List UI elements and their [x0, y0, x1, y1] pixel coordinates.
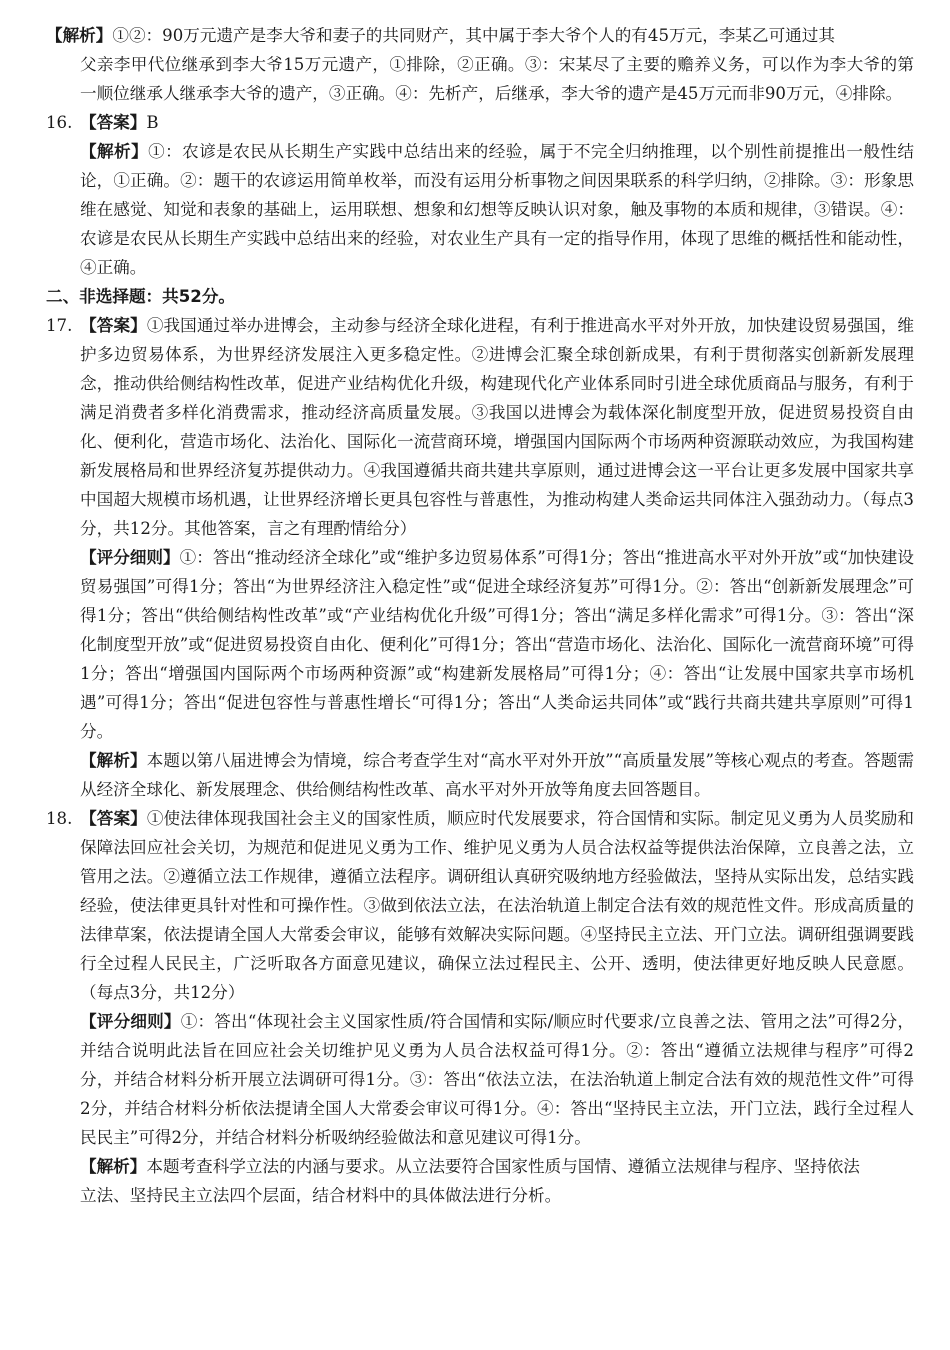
q16-analysis [46, 137, 914, 282]
answer-text: ①使法律体现我国社会主义的国家性质，顺应时代发展要求，符合国情和实际。制定见义勇为人员奖励和保障法回应社会关切，为规范和促进见义勇为工作、维护见义勇为人员合法权益等提供法治保障，立良善之法，立管用之法。②遵循立法工作规律，遵循立法程序。调研组认真研究吸纳地方经验做法，坚持从实际出发，总结实践经验，使法律更具针对性和可操作性。③做到依法立法，在法治轨道上制定合法有效的规范性文件。形成高质量的法律草案，依法提请全国人大常委会审议，能够有效解决实际问题。④坚持民主立法、开门立法。调研组强调要践行全过程人民民主，广泛听取各方面意见建议，确保立法过程民主、公开、透明，使法律更好地反映人民意愿。（每点3分，共12分） [80, 809, 915, 1002]
q15-analysis-continued: 父亲李甲代位继承到李大爷15万元遗产，①排除，②正确。③：宋某尽了主要的赡养义务，可以作为李大爷的第一顺位继承人继承李大爷的遗产，③正确。④：先析产，后继承，李大爷的遗产是45万元而非90万元，④排除。 [80, 55, 914, 103]
analysis-tag: 【解析】 [80, 751, 147, 770]
answer-tag: 【答案】 [80, 113, 147, 132]
answer-page [46, 26, 915, 1205]
answer-text: ①我国通过举办进博会，主动参与经济全球化进程，有利于推进高水平对外开放，加快建设贸易强国，维护多边贸易体系，为世界经济发展注入更多稳定性。②进博会汇聚全球创新成果，有利于贯彻落实创新新发展理念，推动供给侧结构性改革，促进产业结构优化升级，构建现代化产业体系同时引进全球优质商品与服务，有利于满足消费者多样化消费需求，推动经济高质量发展。③我国以进博会为载体深化制度型开放，促进贸易投资自由化、便利化，营造市场化、法治化、国际化一流营商环境，增强国内国际两个市场两种资源联动效应，为我国构建新发展格局和世界经济复苏提供动力。④我国遵循共商共建共享原则，通过进博会这一平台让更多发展中国家共享中国超大规模市场机遇，让世界经济增长更具包容性与普惠性，为推动构建人类命运共同体注入强劲动力。（每点3分，共12分。其他答案，言之有理酌情给分） [80, 316, 915, 538]
analysis-text-continued: 立法、坚持民主立法四个层面，结合材料中的具体做法进行分析。 [80, 1186, 562, 1205]
cropped-bottom-line [46, 1181, 914, 1205]
analysis-tag: 【解析】 [80, 1157, 147, 1176]
analysis-tag: 【解析】 [46, 26, 113, 45]
section-title: 二、非选择题：共52分。 [46, 287, 236, 306]
q18-answer [46, 804, 914, 1007]
q18-analysis [46, 1152, 914, 1181]
analysis-tag: 【解析】 [80, 142, 149, 161]
q17-rubric [46, 543, 914, 746]
q17-answer [46, 311, 914, 543]
rubric-text: ①：答出“推动经济全球化”或“维护多边贸易体系”可得1分；答出“推进高水平对外开放”或“加快建设贸易强国”可得1分；答出“为世界经济注入稳定性”或“促进全球经济复苏”可得1分。②：答出“创新新发展理念”可得1分；答出“供给侧结构性改革”或“产业结构优化升级”可得1分；答出“满足多样化需求”可得1分。③：答出“深化制度型开放”或“促进贸易投资自由化、便利化”可得1分；答出“营造市场化、法治化、国际化一流营商环境”可得1分；答出“增强国内国际两个市场两种资源”或“构建新发展格局”可得1分；④：答出“让发展中国家共享市场机遇”可得1分；答出“促进包容性与普惠性增长“可得1分；答出“人类命运共同体”或“践行共商共建共享原则”可得1分。 [80, 548, 914, 741]
q18-rubric [46, 1007, 914, 1152]
answer-tag: 【答案】 [80, 316, 147, 335]
question-number: 17. [46, 316, 73, 335]
answer-tag: 【答案】 [80, 809, 147, 828]
rubric-tag: 【评分细则】 [80, 548, 180, 567]
analysis-text: ①：农谚是农民从长期生产实践中总结出来的经验，属于不完全归纳推理，以个别性前提推出一般性结论，①正确。②：题干的农谚运用简单枚举，而没有运用分析事物之间因果联系的科学归纳，②排除。③：形象思维在感觉、知觉和表象的基础上，运用联想、想象和幻想等反映认识对象，触及事物的本质和规律，③错误。④：农谚是农民从长期生产实践中总结出来的经验，对农业生产具有一定的指导作用，体现了思维的概括性和能动性，④正确。 [80, 142, 915, 277]
answer-text: B [146, 113, 159, 132]
analysis-text: ①②：90万元遗产是李大爷和妻子的共同财产，其中属于李大爷个人的有45万元，李某乙可通过其 [112, 26, 835, 45]
q17-analysis [46, 746, 914, 804]
analysis-text: 本题考查科学立法的内涵与要求。从立法要符合国家性质与国情、遵循立法规律与程序、坚持依法 [146, 1157, 860, 1176]
q16-answer [46, 108, 914, 137]
rubric-tag: 【评分细则】 [80, 1012, 181, 1031]
question-number: 18. [46, 809, 73, 828]
rubric-text: ①：答出“体现社会主义国家性质/符合国情和实际/顺应时代要求/立良善之法、管用之法”可得2分，并结合说明此法旨在回应社会关切维护见义勇为人员合法权益可得1分。②：答出“遵循立法规律与程序”可得2分，并结合材料分析开展立法调研可得1分。③：答出“依法立法，在法治轨道上制定合法有效的规范性文件”可得2分，并结合材料分析依法提请全国人大常委会审议可得1分。④：答出“坚持民主立法，开门立法，践行全过程人民民主”可得2分，并结合材料分析吸纳经验做法和意见建议可得1分。 [80, 1012, 915, 1147]
cropped-top-line [46, 26, 914, 50]
question-number: 16. [46, 113, 73, 132]
analysis-text: 本题以第八届进博会为情境，综合考查学生对“高水平对外开放”“高质量发展”等核心观点的考查。答题需从经济全球化、新发展理念、供给侧结构性改革、高水平对外开放等角度去回答题目。 [80, 751, 915, 799]
